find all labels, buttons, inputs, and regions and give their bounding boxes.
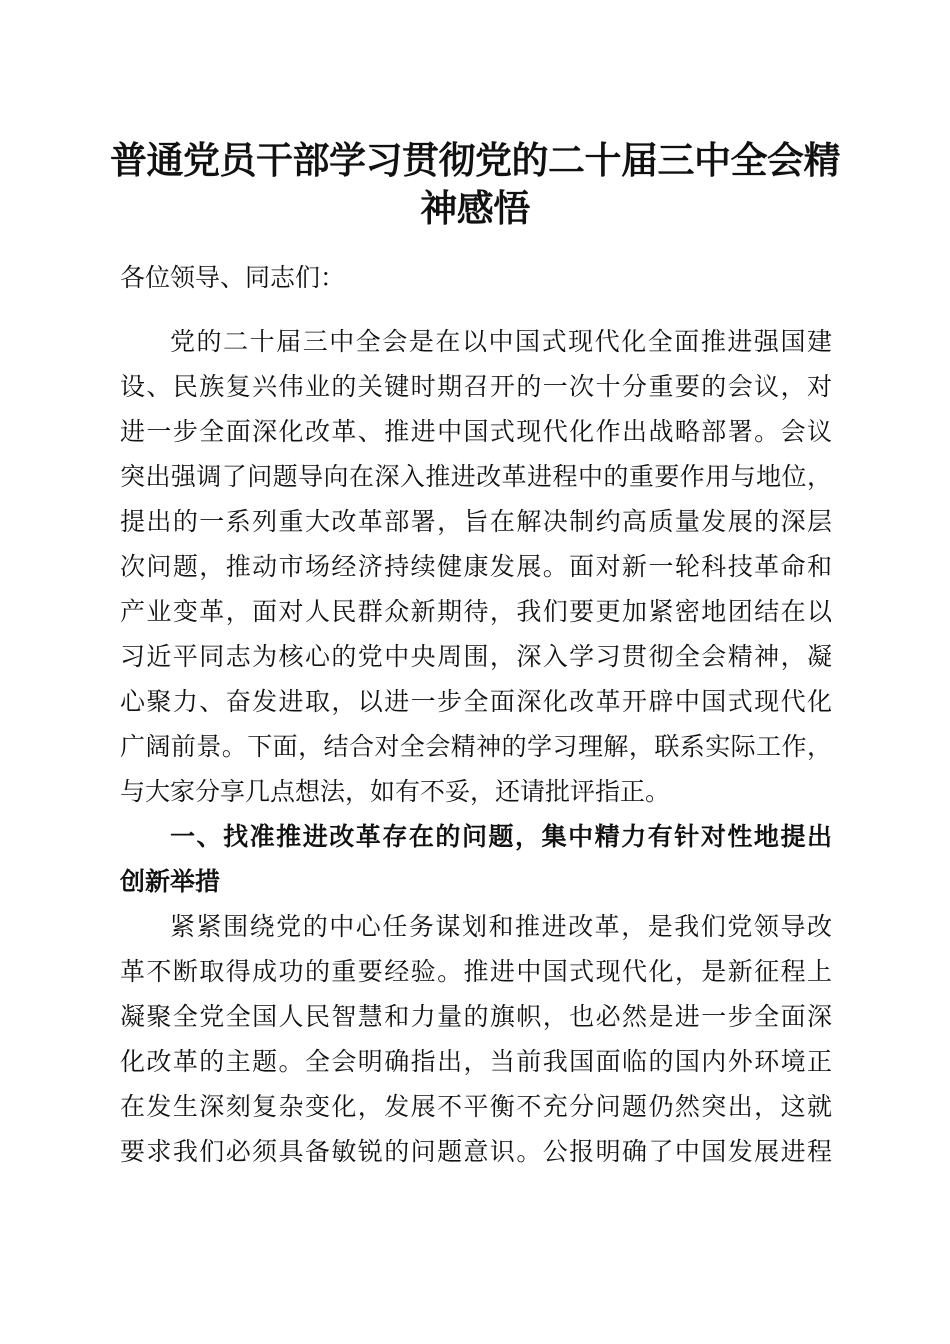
salutation: 各位领导、同志们： <box>120 263 346 292</box>
intro-line: 产业变革，面对人民群众新期待，我们要更加紧密地团结在以 <box>120 597 832 626</box>
intro-line: 进一步全面深化改革、推进中国式现代化作出战略部署。会议 <box>120 417 832 446</box>
intro-line: 广阔前景。下面，结合对全会精神的学习理解，联系实际工作， <box>120 732 832 761</box>
title-line-1: 普通党员干部学习贯彻党的二十届三中全会精 <box>110 138 840 182</box>
section-heading-line: 创新举措 <box>120 867 221 896</box>
intro-line: 习近平同志为核心的党中央周围，深入学习贯彻全会精神，凝 <box>120 642 832 671</box>
intro-line: 次问题，推动市场经济持续健康发展。面对新一轮科技革命和 <box>120 552 832 581</box>
intro-line: 心聚力、奋发进取，以进一步全面深化改革开辟中国式现代化 <box>120 687 832 716</box>
section-heading-line: 一、找准推进改革存在的问题，集中精力有针对性地提出 <box>170 822 832 851</box>
intro-line: 提出的一系列重大改革部署，旨在解决制约高质量发展的深层 <box>120 507 832 536</box>
intro-line: 党的二十届三中全会是在以中国式现代化全面推进强国建 <box>170 327 832 356</box>
section-body-line: 要求我们必须具备敏锐的问题意识。公报明确了中国发展进程 <box>120 1137 832 1166</box>
section-body-line: 在发生深刻复杂变化，发展不平衡不充分问题仍然突出，这就 <box>120 1092 832 1121</box>
title-line-2: 神感悟 <box>420 186 530 230</box>
section-body-line: 紧紧围绕党的中心任务谋划和推进改革，是我们党领导改 <box>170 912 832 941</box>
intro-line: 与大家分享几点想法，如有不妥，还请批评指正。 <box>120 777 671 806</box>
section-body-line: 凝聚全党全国人民智慧和力量的旗帜，也必然是进一步全面深 <box>120 1002 832 1031</box>
section-body-line: 化改革的主题。全会明确指出，当前我国面临的国内外环境正 <box>120 1047 832 1076</box>
section-body-line: 革不断取得成功的重要经验。推进中国式现代化，是新征程上 <box>120 957 832 986</box>
intro-line: 突出强调了问题导向在深入推进改革进程中的重要作用与地位， <box>120 462 832 491</box>
intro-line: 设、民族复兴伟业的关键时期召开的一次十分重要的会议，对 <box>120 372 832 401</box>
